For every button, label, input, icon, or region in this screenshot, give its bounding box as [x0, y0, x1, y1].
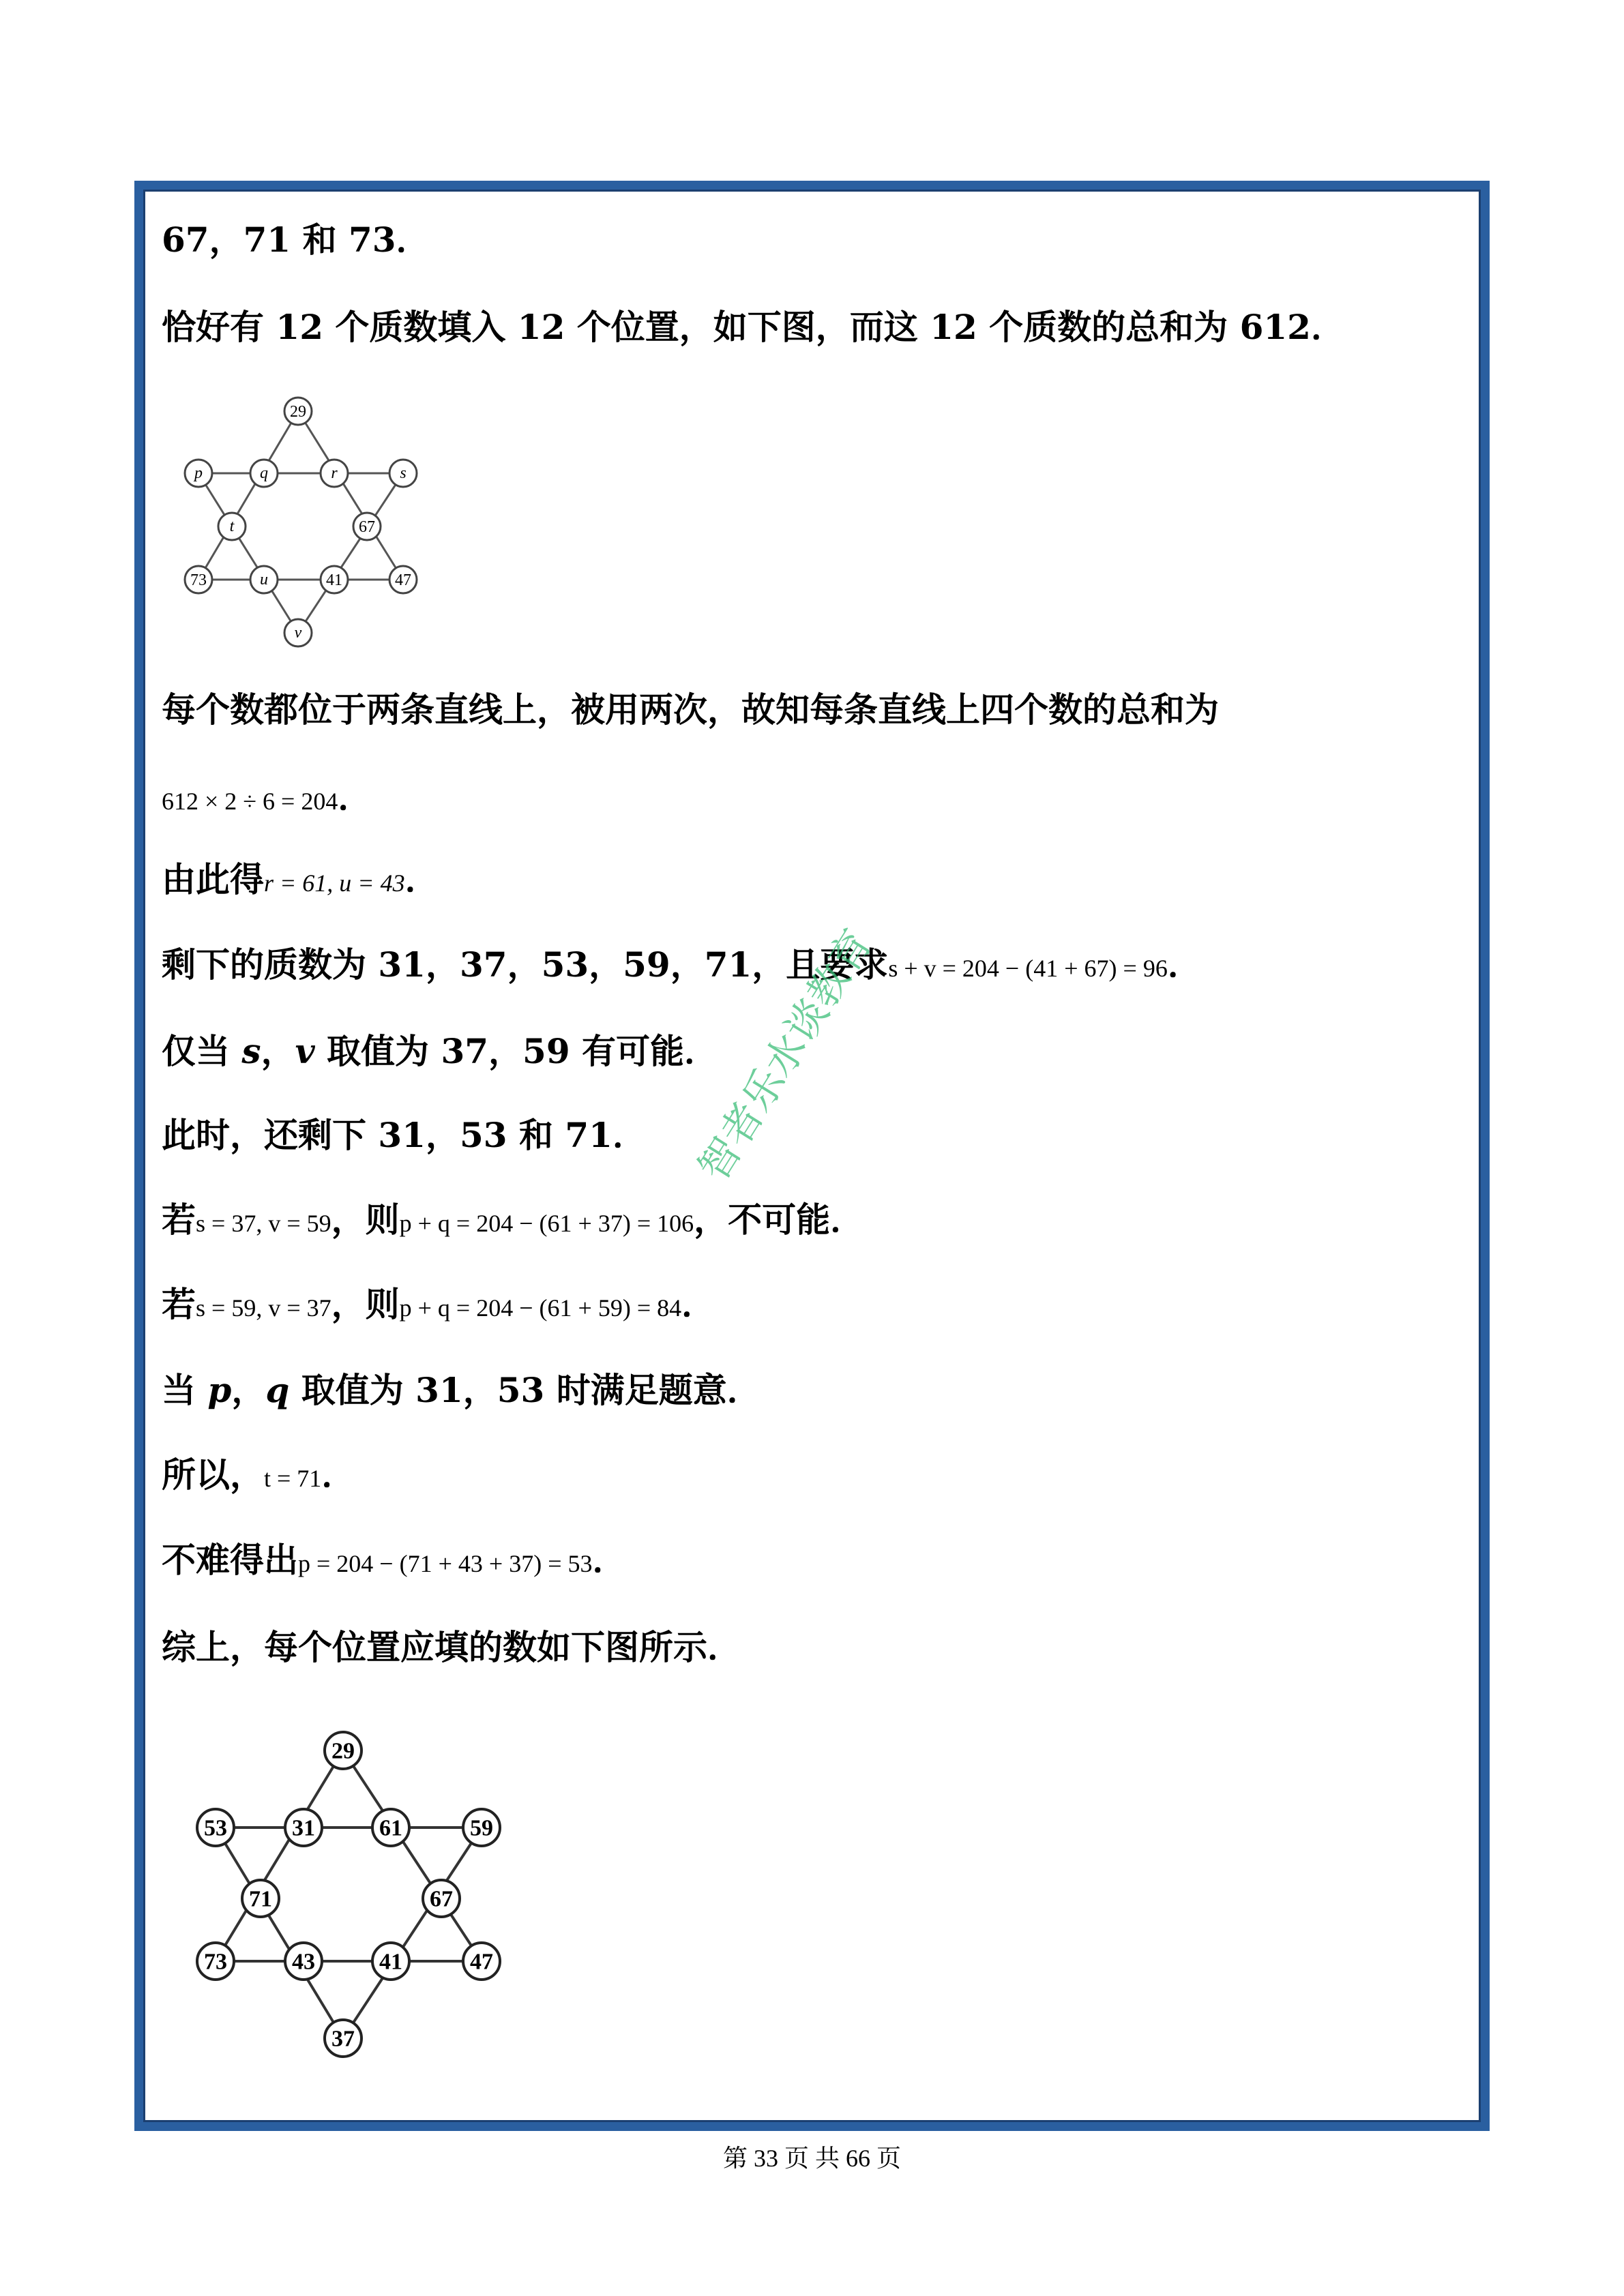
- formula-s-v: s + v = 204 − (41 + 67) = 96: [888, 955, 1168, 982]
- text-line-8: 此时，还剩下 31，53 和 71．: [162, 1115, 647, 1155]
- fig1-node-r: r: [331, 464, 338, 482]
- fig2-node-bottom-right: 47: [470, 1949, 493, 1975]
- text-line-9: 若s = 37, v = 59，则p + q = 204 − (61 + 37) = 106，不可能．: [162, 1199, 865, 1240]
- formula-r-u: r = 61, u = 43: [264, 869, 405, 897]
- star-figure-1: [174, 389, 433, 651]
- fig2-node-left-outer: 53: [204, 1815, 227, 1841]
- formula-t: t = 71: [264, 1465, 322, 1492]
- fig2-node-inner-lower-left: 43: [292, 1949, 315, 1975]
- fig1-node-top: 29: [290, 403, 306, 421]
- fig1-node-p: p: [194, 464, 203, 482]
- text-line-13: 不难得出p = 204 − (71 + 43 + 37) = 53．: [162, 1540, 627, 1580]
- text-line-11: 当 p，q 取值为 31，53 时满足题意．: [162, 1370, 761, 1410]
- page-footer: 第 33 页 共 66 页: [722, 2145, 901, 2172]
- text-line-10: 若s = 59, v = 37，则p + q = 204 − (61 + 59) = 84．: [162, 1284, 716, 1324]
- fig1-node-bottom-left: 73: [190, 571, 207, 589]
- text-line-5: 由此得r = 61, u = 43．: [162, 859, 439, 899]
- fig1-node-inner-right: 67: [359, 518, 375, 536]
- text-line-6: 剩下的质数为 31，37，53，59，71，且要求s + v = 204 − (41 + 67) = 96．: [162, 944, 1202, 985]
- fig1-node-inner-lower-right: 41: [326, 571, 342, 589]
- text-line-4: 612 × 2 ÷ 6 = 204．: [162, 777, 372, 818]
- text-line-14: 综上，每个位置应填的数如下图所示．: [162, 1627, 741, 1667]
- fig1-node-s: s: [400, 464, 407, 482]
- formula-case2-sv: s = 59, v = 37: [196, 1294, 331, 1322]
- fig2-node-inner-lower-right: 41: [379, 1949, 402, 1975]
- star-figure-2: [184, 1708, 512, 2066]
- fig2-node-inner-right: 67: [430, 1886, 453, 1912]
- fig1-node-u: u: [260, 571, 268, 588]
- fig2-node-inner-upper-right: 61: [379, 1815, 402, 1841]
- fig1-node-t: t: [229, 518, 235, 535]
- text-line-1: 67，71 和 73．: [162, 220, 430, 260]
- watermark: 智者乐水谈教育: [690, 921, 882, 1189]
- formula-case1-sv: s = 37, v = 59: [196, 1210, 331, 1237]
- fig2-node-right-outer: 59: [470, 1815, 493, 1841]
- text-line-2: 恰好有 12 个质数填入 12 个位置，如下图，而这 12 个质数的总和为 612．: [162, 307, 1345, 347]
- text-line-3: 每个数都位于两条直线上，被用两次，故知每条直线上四个数的总和为: [162, 689, 1219, 730]
- text-line-12: 所以，t = 71．: [162, 1455, 356, 1495]
- fig1-node-bottom-right: 47: [395, 571, 411, 589]
- formula-case1-pq: p + q = 204 − (61 + 37) = 106: [399, 1210, 694, 1237]
- fig2-node-inner-left: 71: [249, 1886, 272, 1912]
- formula-p: p = 204 − (71 + 43 + 37) = 53: [298, 1550, 593, 1577]
- formula-total: 612 × 2 ÷ 6 = 204: [162, 788, 338, 815]
- fig2-node-inner-upper-left: 31: [292, 1815, 315, 1841]
- fig2-node-bottom-left: 73: [204, 1949, 227, 1975]
- text-line-7: 仅当 s，v 取值为 37，59 有可能．: [162, 1031, 719, 1071]
- formula-case2-pq: p + q = 204 − (61 + 59) = 84: [399, 1294, 682, 1322]
- fig1-node-v: v: [294, 624, 302, 642]
- fig2-node-top: 29: [331, 1738, 355, 1764]
- fig2-node-bottom: 37: [331, 2026, 355, 2052]
- fig1-node-q: q: [260, 464, 268, 482]
